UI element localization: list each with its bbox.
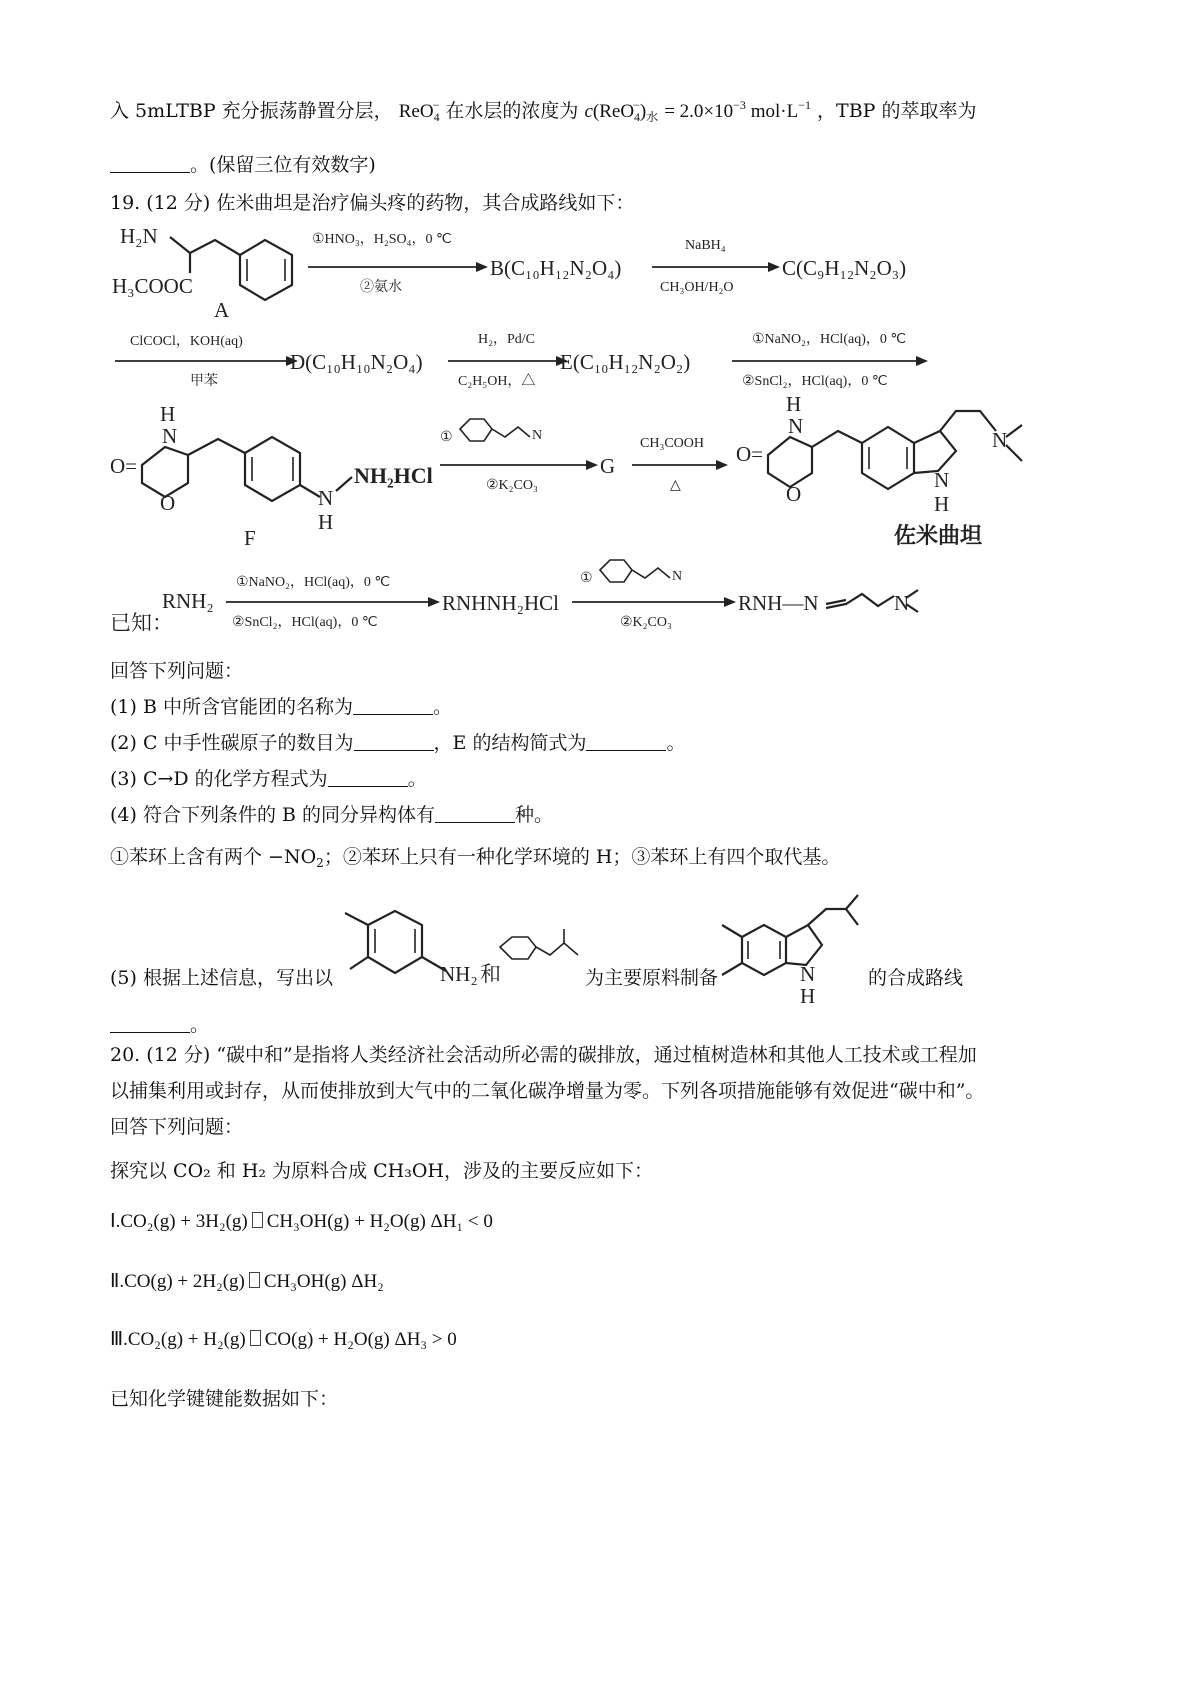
question-5-period: 。	[190, 1014, 210, 1036]
svg-text:H: H	[318, 510, 334, 534]
known-cond1-bottom: ②SnCl₂，HCl(aq)，0 ℃	[232, 615, 378, 630]
svg-text:O=: O=	[736, 442, 764, 466]
q18-concentration: $c(ReO_4^-)_水$	[584, 98, 659, 124]
question-5-structures	[0, 885, 1200, 1015]
question-2-text-b: ，E 的结构简式为	[433, 732, 587, 754]
known-arrow-2	[572, 560, 736, 630]
svg-text:O: O	[160, 491, 176, 515]
svg-text:N: N	[318, 486, 334, 510]
svg-text:N: N	[532, 428, 543, 443]
question-4	[110, 800, 553, 827]
question-4-text-a: (4) 符合下列条件的 B 的同分异构体有	[110, 804, 435, 826]
reaction-II-right: CH₃OH(g) ΔH₂	[263, 1271, 384, 1292]
question-5	[110, 963, 333, 990]
q20-explore: 探究以 CO₂ 和 H₂ 为原料合成 CH₃OH，涉及的主要反应如下：	[110, 1160, 653, 1182]
q19-intro: 19. (12 分) 佐米曲坦是治疗偏头疼的药物，其合成路线如下：	[110, 192, 635, 214]
product-zolmitriptan	[736, 392, 1022, 548]
svg-text:N: N	[894, 591, 910, 615]
reaction-I-number: Ⅰ.	[110, 1211, 121, 1232]
compound-F-hydrazine: NH₂HCl	[354, 463, 433, 488]
reaction-I	[110, 1210, 493, 1233]
reaction-arrow-1	[308, 232, 488, 295]
conditions-text-b: ；②苯环上只有一种化学环境的 H；③苯环上有四个取代基。	[323, 846, 841, 868]
reaction-arrow-2	[652, 238, 780, 295]
q5-amine-label: NH₂	[440, 962, 478, 986]
conditions-text-a: ①苯环上含有两个 −NO	[110, 846, 317, 868]
compound-D: D(C₁₀H₁₀N₂O₄)	[290, 350, 423, 374]
synthesis-scheme	[0, 215, 1200, 615]
answer-blank-5[interactable]	[110, 1014, 190, 1033]
q18-value: = $2.0\times 10^{-3}$ $mol\cdot L^{-1}$	[664, 98, 811, 122]
reaction-III	[110, 1328, 457, 1351]
reaction-II	[110, 1270, 384, 1293]
known-mid: RNHNH₂HCl	[442, 591, 559, 615]
svg-text:N: N	[788, 414, 804, 438]
reaction-arrow-5	[732, 332, 928, 389]
compound-C: C(C₉H₁₂N₂O₃)	[782, 256, 907, 280]
step5-condition-top: ①NaNO₂，HCl(aq)，0 ℃	[752, 332, 907, 347]
question-2: (2) C 中手性碳原子的数目为 ，E 的结构简式为 。	[110, 732, 686, 754]
compound-B: B(C₁₀H₁₂N₂O₄)	[490, 256, 622, 280]
step4-condition-top: H₂，Pd/C	[478, 332, 536, 347]
svg-text:H: H	[786, 392, 802, 416]
known-cond2-top: ①	[580, 571, 593, 586]
answer-blank-2a[interactable]	[354, 732, 434, 751]
svg-text:N: N	[672, 569, 683, 584]
reaction-III-number: Ⅲ.	[110, 1329, 128, 1350]
question-5-end-text: 的合成路线	[868, 967, 964, 989]
step5-condition-bottom: ②SnCl₂，HCl(aq)，0 ℃	[742, 374, 888, 389]
svg-text:H: H	[160, 402, 176, 426]
svg-text:N: N	[992, 428, 1008, 452]
compound-A-label: A	[214, 298, 230, 322]
step4-condition-bottom: C₂H₅OH，△	[458, 374, 536, 389]
equilibrium-icon	[250, 1330, 261, 1346]
q18-reo4: ReO$_4$−	[398, 98, 440, 124]
answer-blank-4[interactable]	[435, 804, 515, 823]
compound-G: G	[600, 454, 616, 478]
product-label: 佐米曲坦	[894, 523, 983, 548]
answer-blank[interactable]	[110, 154, 190, 173]
answer-prompt: 回答下列问题：	[110, 660, 244, 682]
step3-condition-top: ClCOCl，KOH(aq)	[130, 334, 243, 349]
step2-condition-top: NaBH₄	[685, 238, 726, 253]
q18-text-a: 入 5mLTBP 充分振荡静置分层，	[110, 100, 393, 122]
svg-text:H: H	[934, 492, 950, 516]
reaction-I-left: CO₂(g) + 3H₂(g)	[120, 1211, 248, 1232]
known-cond2-bottom: ②K₂CO₃	[620, 615, 672, 630]
q18-line1	[110, 96, 976, 125]
reaction-III-right: CO(g) + H₂O(g) ΔH₃ > 0	[264, 1329, 457, 1350]
q18-text-line2: 。(保留三位有效数字)	[190, 154, 376, 176]
step1-condition-top: ①HNO₃，H₂SO₄，0 ℃	[312, 232, 452, 247]
q20-intro-line1: 20. (12 分) “碳中和”是指将人类经济社会活动所必需的碳排放，通过植树造林和其他人工技术或工程加	[110, 1044, 977, 1066]
compound-E: E(C₁₀H₁₂N₂O₂)	[560, 350, 691, 374]
q5-target-h: H	[800, 984, 816, 1008]
bond-energy-intro: 已知化学键键能数据如下：	[110, 1388, 339, 1410]
known-cond1-top: ①NaNO₂，HCl(aq)，0 ℃	[236, 575, 391, 590]
q20-intro-line2: 以捕集利用或封存，从而使排放到大气中的二氧化碳净增量为零。下列各项措施能够有效促进“碳中和”。	[110, 1080, 985, 1102]
compound-A-amine: H₂N	[120, 224, 158, 248]
reaction-I-right: CH₃OH(g) + H₂O(g) ΔH₁ < 0	[266, 1211, 493, 1232]
known-end: RNH—N	[738, 591, 819, 615]
q5-and: 和	[480, 962, 501, 986]
step7-condition-bottom: △	[670, 478, 681, 493]
question-3: (3) C→D 的化学方程式为 。	[110, 768, 427, 790]
reaction-arrow-4	[448, 332, 568, 389]
reaction-III-left: CO₂(g) + H₂(g)	[127, 1329, 246, 1350]
equilibrium-icon	[249, 1272, 260, 1288]
known-reaction	[0, 560, 1200, 640]
q18-text-b: 在水层的浓度为	[445, 100, 579, 122]
reaction-arrow-6	[440, 419, 598, 493]
q20-prompt: 回答下列问题：	[110, 1116, 244, 1138]
answer-blank-1[interactable]	[353, 696, 433, 715]
compound-F	[110, 402, 433, 550]
compound-A	[112, 224, 292, 322]
step6-condition-top: ①	[440, 430, 453, 445]
known-label: 已知：	[110, 611, 173, 635]
reaction-arrow-3	[115, 334, 298, 389]
compound-F-label: F	[244, 526, 256, 550]
svg-text:O: O	[786, 482, 802, 506]
step1-condition-bottom: ②氨水	[360, 280, 402, 295]
question-5-line2	[110, 1010, 209, 1037]
reaction-II-number: Ⅱ.	[110, 1271, 125, 1292]
step3-condition-bottom: 甲苯	[190, 374, 218, 389]
equilibrium-icon	[252, 1212, 263, 1228]
question-1: (1) B 中所含官能团的名称为 。	[110, 696, 452, 718]
answer-blank-3[interactable]	[328, 768, 408, 787]
svg-text:N: N	[934, 468, 950, 492]
step2-condition-bottom: CH₃OH/H₂O	[660, 280, 734, 295]
svg-text:O=: O=	[110, 454, 138, 478]
question-5-mid: 为主要原料制备	[585, 967, 719, 989]
step7-condition-top: CH₃COOH	[640, 436, 704, 451]
reaction-II-left: CO(g) + 2H₂(g)	[124, 1271, 245, 1292]
svg-text:N: N	[162, 424, 178, 448]
known-start: RNH₂	[162, 589, 214, 613]
question-1-text: (1) B 中所含官能团的名称为	[110, 696, 353, 718]
answer-blank-2b[interactable]	[586, 732, 666, 751]
question-4-text-b: 种。	[515, 804, 554, 826]
question-2-text-a: (2) C 中手性碳原子的数目为	[110, 732, 354, 754]
question-5-text-a: (5) 根据上述信息，写出以	[110, 967, 333, 989]
q18-line2	[110, 150, 376, 177]
isomer-conditions: ①苯环上含有两个 $-NO_2$；②苯环上只有一种化学环境的 H；③苯环上有四个取代基。	[110, 846, 841, 870]
question-3-text: (3) C→D 的化学方程式为	[110, 768, 328, 790]
known-arrow-1	[226, 575, 440, 630]
q5-target-n: N	[800, 962, 816, 986]
compound-A-ester: H₃COOC	[112, 274, 193, 298]
reaction-arrow-7	[632, 436, 728, 493]
q18-text-d: ，TBP 的萃取率为	[817, 100, 977, 122]
step6-condition-bottom: ②K₂CO₃	[486, 478, 538, 493]
